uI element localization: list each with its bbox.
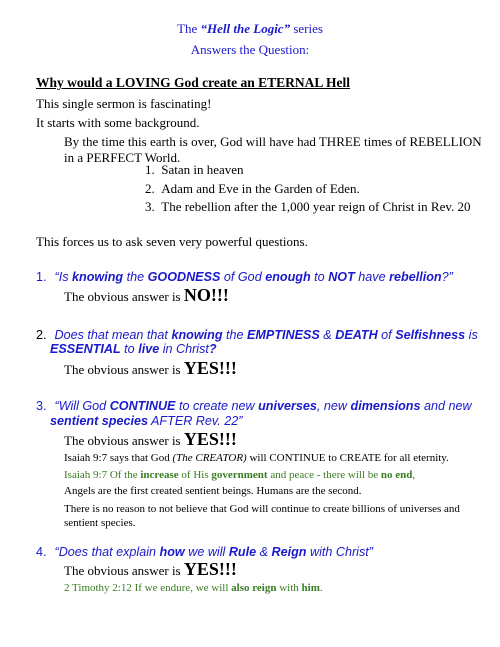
note-isaiah-creator: Isaiah 9:7 says that God (The CREATOR) will CONTINUE to CREATE for all eternity. (64, 452, 449, 464)
intro-line-1: This single sermon is fascinating! (36, 96, 212, 111)
forces-line: This forces us to ask seven very powerful questions. (36, 234, 308, 249)
answer-4: The obvious answer is YES!!! (64, 559, 237, 579)
rebellion-list-item: 3. The rebellion after the 1,000 year reign of Christ in Rev. 20 (145, 199, 471, 214)
intro-paragraph-line-1: By the time this earth is over, God will have had THREE times of REBELLION (64, 134, 482, 149)
answer-1: The obvious answer is NO!!! (64, 285, 229, 305)
note-angels: Angels are the first created sentient beings. Humans are the second. (64, 485, 362, 497)
question-4: 4. “Does that explain how we will Rule & Reign with Christ” (36, 545, 373, 559)
rebellion-list-item: 1. Satan in heaven (145, 162, 244, 177)
series-subtitle: Answers the Question: (190, 42, 310, 57)
question-1: 1. “Is knowing the GOODNESS of God enough to NOT have rebellion?” (36, 270, 453, 284)
verse-isaiah-9-7: Isaiah 9:7 Of the increase of His government and peace - there will be no end, (64, 469, 416, 481)
answer-3: The obvious answer is YES!!! (64, 429, 237, 449)
verse-2-timothy-2-12: 2 Timothy 2:12 If we endure, we will also reign with him. (64, 582, 323, 594)
note-universes: There is no reason to not believe that God will continue to create billions of universes and sentient species. (64, 503, 460, 529)
question-3-line-2: sentient species AFTER Rev. 22” (50, 414, 243, 428)
rebellion-list-item: 2. Adam and Eve in the Garden of Eden. (145, 181, 360, 196)
question-2-line-2: ESSENTIAL to live in Christ? (50, 342, 217, 356)
intro-line-2: It starts with some background. (36, 115, 200, 130)
question-3-line-1: 3. “Will God CONTINUE to create new universes, new dimensions and new (36, 399, 472, 413)
series-title: The “Hell the Logic” series (177, 21, 323, 36)
answer-2: The obvious answer is YES!!! (64, 358, 237, 378)
page-heading: Why would a LOVING God create an ETERNAL Hell (36, 75, 351, 90)
question-2-line-1: 2. Does that mean that knowing the EMPTINESS & DEATH of Selfishness is (36, 328, 478, 342)
intro-paragraph-line-2: in a PERFECT World. (64, 150, 181, 165)
